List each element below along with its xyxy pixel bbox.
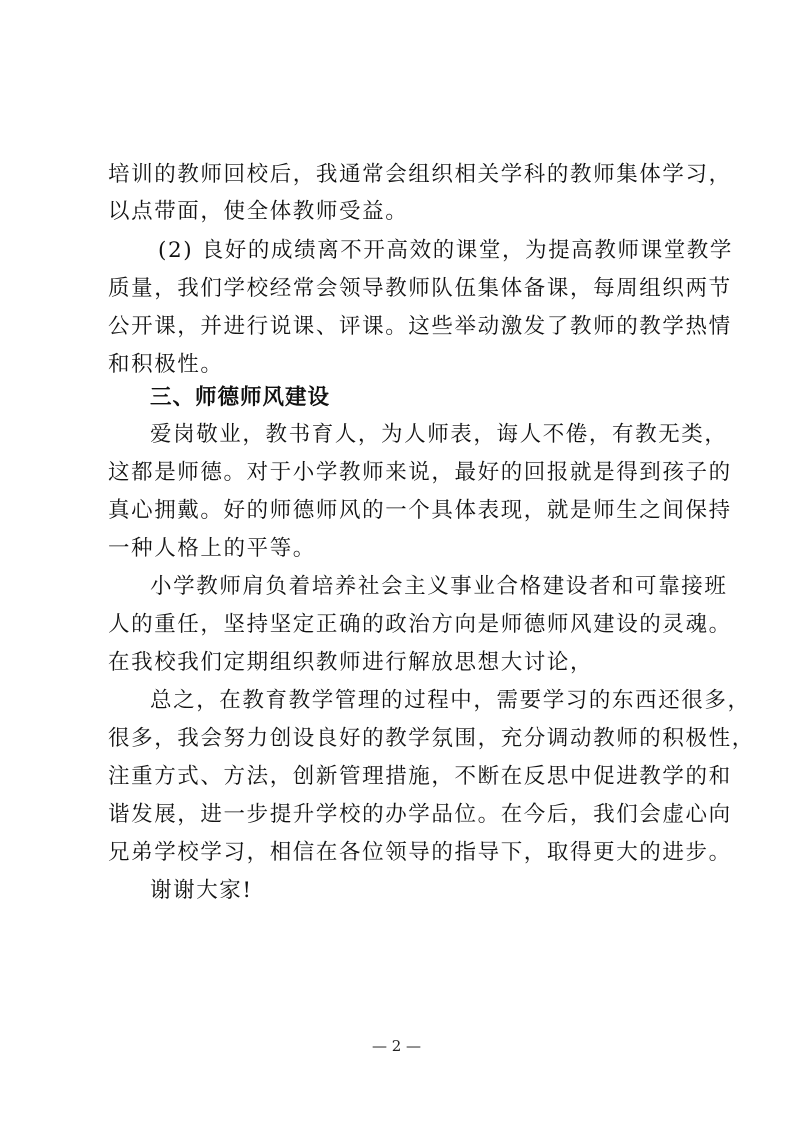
- paragraph-line: 人的重任，坚持坚定正确的政治方向是师德师风建设的灵魂。: [108, 612, 732, 637]
- page-number: — 2 —: [371, 1037, 422, 1055]
- paragraph-line: 公开课，并进行说课、评课。这些举动激发了教师的教学热情: [108, 314, 732, 339]
- paragraph-line: 质量，我们学校经常会领导教师队伍集体备课，每周组织两节: [108, 276, 732, 301]
- paragraph-line: 小学教师肩负着培养社会主义事业合格建设者和可靠接班: [150, 574, 728, 599]
- paragraph-line: 很多，我会努力创设良好的教学氛围，充分调动教师的积极性，: [108, 726, 755, 751]
- paragraph-line: (2) 良好的成绩离不开高效的课堂，为提高教师课堂教学: [158, 238, 733, 263]
- paragraph-line: 在我校我们定期组织教师进行解放思想大讨论，: [108, 650, 594, 675]
- paragraph-line: 和积极性。: [108, 352, 224, 377]
- paragraph-line: 培训的教师回校后，我通常会组织相关学科的教师集体学习，: [108, 162, 732, 187]
- paragraph-line: 一种人格上的平等。: [108, 536, 316, 561]
- paragraph-line: 总之，在教育教学管理的过程中，需要学习的东西还很多，: [150, 688, 751, 713]
- paragraph-line: 以点带面，使全体教师受益。: [108, 199, 409, 224]
- paragraph-line: 爱岗敬业，教书育人，为人师表，诲人不倦，有教无类，: [150, 422, 728, 447]
- paragraph-line: 注重方式、方法，创新管理措施，不断在反思中促进教学的和: [108, 764, 732, 789]
- section-heading: 三、师德师风建设: [150, 385, 331, 410]
- closing-line: 谢谢大家!: [150, 878, 253, 903]
- paragraph-line: 兄弟学校学习，相信在各位领导的指导下，取得更大的进步。: [108, 840, 732, 865]
- paragraph-line: 这都是师德。对于小学教师来说，最好的回报就是得到孩子的: [108, 460, 732, 485]
- paragraph-line: 谐发展，进一步提升学校的办学品位。在今后，我们会虚心向: [108, 802, 732, 827]
- paragraph-line: 真心拥戴。好的师德师风的一个具体表现，就是师生之间保持: [108, 498, 732, 523]
